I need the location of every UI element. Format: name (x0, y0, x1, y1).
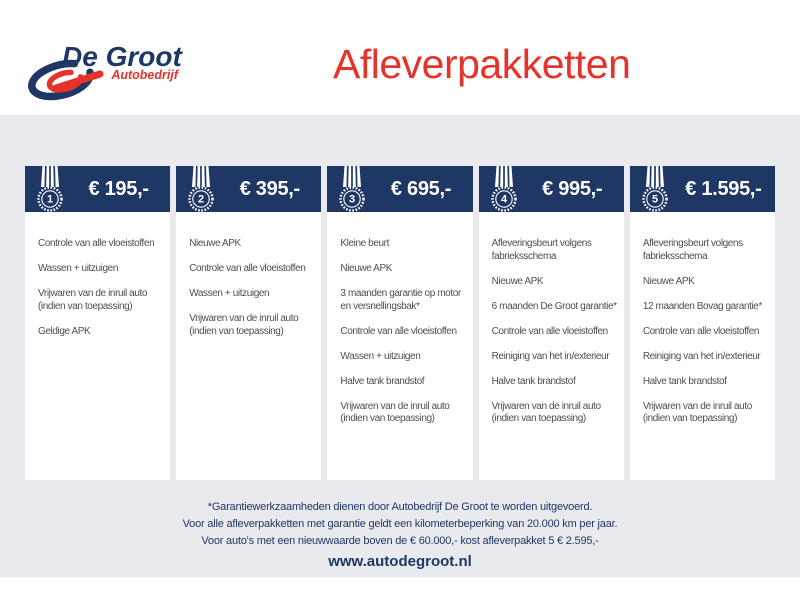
package-item: Controle van alle vloeistoffen (491, 325, 608, 337)
footnote-line-2: Voor alle afleverpakketten met garantie geldt een kilometerbeperking van 20.000 km per jaar. (182, 518, 618, 530)
package-header-1 (25, 166, 170, 212)
package-item: Controle van alle vloeistoffen (642, 325, 760, 337)
package-price: € 195,- (88, 177, 149, 200)
package-item: Wassen + uitzuigen (38, 263, 118, 274)
package-item: Reiniging van het in/exterieur (491, 350, 610, 362)
package-item: Vrijwaren van de inruil auto (indien van toepassing) (189, 313, 299, 337)
de-groot-logo (28, 38, 186, 102)
package-columns (25, 166, 775, 480)
package-items-4 (479, 212, 624, 480)
footnote-line-1: *Garantiewerkzaamheden dienen door Autobedrijf De Groot te worden uitgevoerd. (207, 501, 593, 513)
package-header-5 (630, 166, 775, 212)
package-item: Vrijwaren van de inruil auto (indien van toepassing) (38, 288, 148, 312)
de-groot-swoosh-icon (28, 38, 186, 102)
package-header-4 (479, 166, 624, 212)
package-item: Halve tank brandstof (491, 375, 576, 387)
package-item: Kleine beurt (340, 238, 389, 249)
footnote-line-3: Voor auto's met een nieuwwaarde boven de € 60.000,- kost afleverpakket 5 € 2.595,- (201, 535, 599, 547)
package-items-5 (630, 212, 775, 480)
package-item: 3 maanden garantie op motor en versnellingsbak* (340, 288, 461, 312)
medal-3-icon (337, 166, 367, 212)
package-card-2 (176, 166, 321, 480)
footnotes (0, 499, 800, 550)
package-item: Vrijwaren van de inruil auto (indien van toepassing) (340, 400, 450, 424)
medal-number: 4 (500, 193, 507, 206)
package-item: Nieuwe APK (491, 275, 544, 287)
package-card-3 (327, 166, 472, 480)
package-item: Afleveringsbeurt volgens fabrieksschema (491, 238, 592, 262)
package-items-2 (176, 212, 321, 480)
page-title: Afleverpakketten (333, 41, 631, 87)
package-header-2 (176, 166, 321, 212)
package-item: Vrijwaren van de inruil auto (indien van toepassing) (642, 400, 752, 424)
medal-1-icon (35, 166, 65, 212)
medal-number: 3 (349, 193, 356, 206)
package-items-3 (327, 212, 472, 480)
package-item: Halve tank brandstof (340, 375, 425, 387)
logo-subtitle: Autobedrijf (111, 68, 178, 82)
medal-4-icon (489, 166, 519, 212)
package-item: Nieuwe APK (642, 275, 695, 287)
package-item: Wassen + uitzuigen (189, 288, 270, 299)
package-card-5 (630, 166, 775, 480)
package-item: Afleveringsbeurt volgens fabrieksschema (642, 238, 743, 262)
package-item: Wassen + uitzuigen (340, 350, 421, 362)
package-item: Halve tank brandstof (642, 375, 727, 387)
package-price: € 1.595,- (685, 177, 762, 200)
package-item: Nieuwe APK (189, 238, 241, 249)
package-card-1 (25, 166, 170, 480)
package-item: Geldige APK (38, 325, 91, 337)
package-item: Controle van alle vloeistoffen (189, 263, 306, 274)
medal-2-icon (186, 166, 216, 212)
package-item: Controle van alle vloeistoffen (340, 325, 457, 337)
package-item: 6 maanden De Groot garantie* (491, 300, 617, 312)
medal-5-icon (640, 166, 670, 212)
package-card-4 (479, 166, 624, 480)
package-price: € 995,- (542, 177, 603, 200)
logo-name: De Groot (62, 41, 182, 72)
package-price: € 395,- (239, 177, 300, 200)
package-item: Nieuwe APK (340, 263, 392, 274)
package-items-1 (25, 212, 170, 480)
package-item: Controle van alle vloeistoffen (38, 238, 155, 249)
package-item: Vrijwaren van de inruil auto (indien van toepassing) (491, 400, 601, 424)
package-header-3 (327, 166, 472, 212)
medal-number: 2 (198, 193, 205, 206)
package-price: € 695,- (390, 177, 452, 200)
website-link[interactable]: www.autodegroot.nl (328, 553, 472, 570)
package-item: Reiniging van het in/exterieur (642, 350, 761, 362)
medal-number: 1 (46, 193, 54, 206)
medal-number: 5 (651, 193, 658, 206)
package-item: 12 maanden Bovag garantie* (642, 300, 762, 312)
